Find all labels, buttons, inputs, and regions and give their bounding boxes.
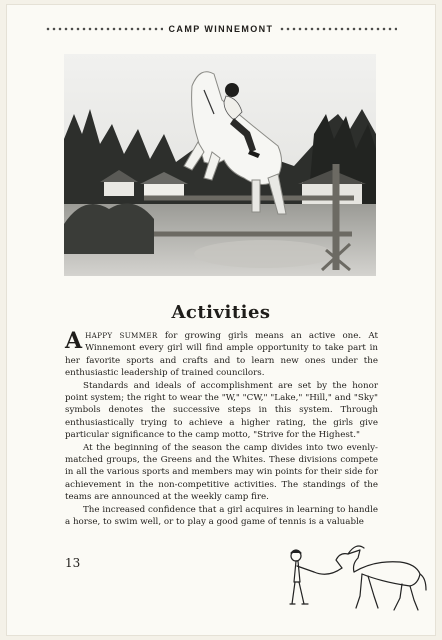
section-heading: Activities	[171, 302, 271, 323]
bush	[64, 203, 154, 254]
page	[6, 4, 436, 636]
page-number: 13	[65, 556, 81, 570]
paragraph: The increased confidence that a girl acquires in learning to handle a horse, to swim well, or to play a good game of tennis is a valuable	[65, 504, 378, 528]
small-caps-lead: HAPPY SUMMER	[85, 331, 158, 340]
girl-leading-horse-graphic	[282, 538, 430, 616]
running-header	[6, 24, 436, 34]
paragraph: Standards and ideals of accomplishment are set by the honor point system; the right to wear the "W," "CW," "Lake," "Hill," and "Sky" symbols denotes the successive steps in this system. Through enthusiastically trying to achieve a higher rating, the girls give particular significance to the camp motto, "Strive for the Highest."	[65, 380, 378, 441]
paragraph: At the beginning of the season the camp divides into two evenly-matched groups, the Greens and the Whites. These divisions compete in all the various sports and members may win points for their side for achievement in the non-competitive activities. The standings of the teams are announced at the weekly camp fire.	[65, 442, 378, 503]
horse-jump-photo	[64, 54, 376, 276]
paragraph-text: for growing girls means an active one. At Winnemont every girl will find ample opportunity to take part in her favorite sports and crafts and to learn new ones under the enthusiastic leadership of trained councilors.	[65, 331, 378, 379]
girl-leading-horse-sketch	[282, 538, 430, 616]
body-text	[65, 330, 378, 529]
paragraph	[65, 330, 378, 380]
decorative-rule-right	[279, 26, 397, 32]
drop-cap: A	[65, 328, 83, 354]
header-title: CAMP WINNEMONT	[168, 24, 274, 34]
dust-cloud	[194, 240, 334, 268]
horse-jump-photo-graphic	[64, 54, 376, 276]
decorative-rule-left	[45, 26, 163, 32]
